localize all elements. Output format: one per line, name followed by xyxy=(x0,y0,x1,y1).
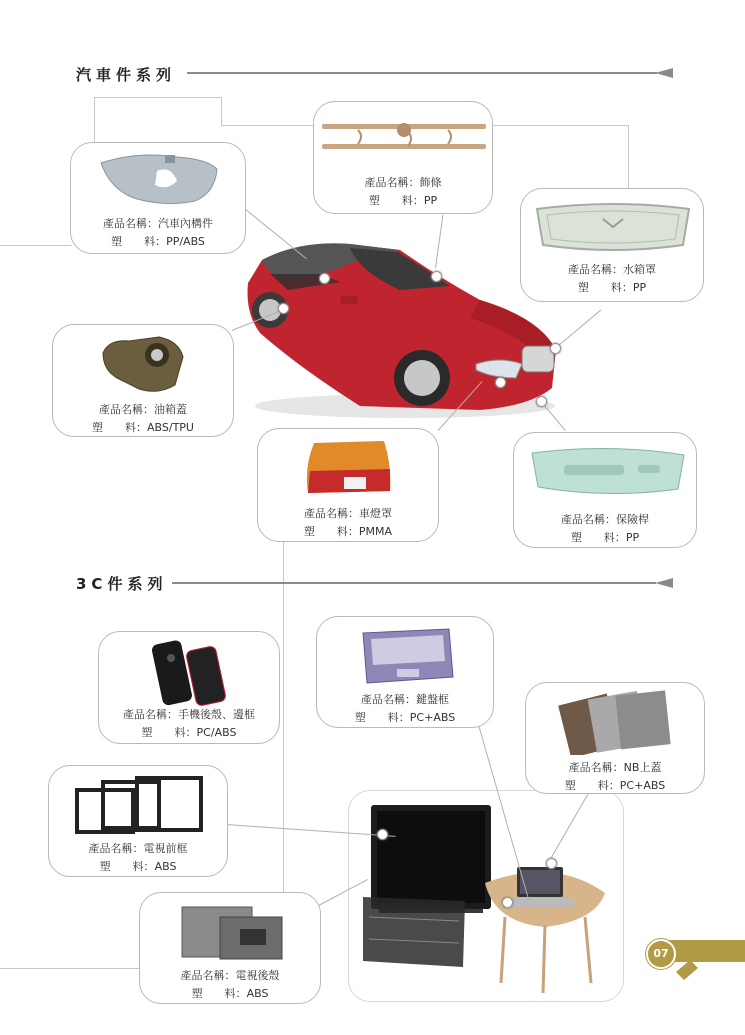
product-card-lamp-cover xyxy=(257,428,439,542)
product-caption xyxy=(317,691,493,727)
product-caption xyxy=(526,759,704,795)
product-card-auto-interior xyxy=(70,142,246,254)
section-title-auto: 汽車件系列 xyxy=(76,66,177,84)
product-caption xyxy=(258,505,438,541)
product-caption xyxy=(49,840,227,876)
product-material: PC+ABS xyxy=(619,779,666,792)
product-material: ABS xyxy=(246,987,269,1000)
section-arrow-auto xyxy=(655,68,673,78)
material-label: 塑 料： xyxy=(368,194,424,207)
tv-back-cover-image xyxy=(180,903,284,961)
section-rule-3c xyxy=(172,582,656,584)
product-material: PP xyxy=(632,281,647,294)
name-label: 產品名稱： xyxy=(361,693,416,706)
section-arrow-3c xyxy=(655,578,673,588)
product-material: PP xyxy=(423,194,438,207)
connector-dot xyxy=(431,271,442,282)
page-number: 07 xyxy=(646,939,676,969)
frame-line xyxy=(283,494,284,914)
product-material: ABS/TPU xyxy=(147,421,194,434)
frame-line xyxy=(0,968,140,969)
product-material: PC/ABS xyxy=(196,726,237,739)
product-card-trim xyxy=(313,101,493,214)
grille-image xyxy=(533,201,693,253)
connector-dot xyxy=(550,343,561,354)
product-name: 汽車內構件 xyxy=(158,217,213,230)
product-name: 水箱罩 xyxy=(623,263,656,276)
material-label: 塑 料： xyxy=(99,860,155,873)
product-name: NB上蓋 xyxy=(623,761,662,774)
connector-dot xyxy=(495,377,506,388)
tv-scene-frame xyxy=(348,790,624,1002)
name-label: 產品名稱： xyxy=(180,969,236,982)
name-label: 產品名稱： xyxy=(561,513,616,526)
product-name: 飾條 xyxy=(419,176,442,189)
product-name: 油箱蓋 xyxy=(154,403,187,416)
product-caption xyxy=(53,401,233,437)
name-label: 產品名稱： xyxy=(304,507,359,520)
product-material: PP/ABS xyxy=(166,235,205,248)
material-label: 塑 料： xyxy=(570,531,626,544)
tv-front-frame-image xyxy=(73,774,205,836)
product-card-phone-case xyxy=(98,631,280,744)
product-caption xyxy=(99,706,279,742)
tv-and-laptop-scene xyxy=(355,797,619,997)
keyboard-frame-image xyxy=(357,627,455,685)
product-material: PMMA xyxy=(358,525,393,538)
connector-dot xyxy=(377,829,388,840)
frame-line xyxy=(221,97,222,125)
connector-dot xyxy=(502,897,513,908)
product-card-tv-front-frame xyxy=(48,765,228,877)
fuel-cap-image xyxy=(99,333,189,397)
frame-line xyxy=(94,97,222,98)
frame-line xyxy=(94,97,95,143)
product-name: 車燈罩 xyxy=(359,507,392,520)
product-card-fuel-cap xyxy=(52,324,234,437)
name-label: 產品名稱： xyxy=(88,842,144,855)
product-caption xyxy=(314,174,492,210)
product-card-grille xyxy=(520,188,704,302)
frame-line xyxy=(628,125,629,188)
material-label: 塑 料： xyxy=(191,987,247,1000)
product-name: 電視前框 xyxy=(143,842,188,855)
product-name: 鍵盤框 xyxy=(416,693,449,706)
trim-image xyxy=(318,118,490,158)
connector-dot xyxy=(546,858,557,869)
material-label: 塑 料： xyxy=(564,779,620,792)
material-label: 塑 料： xyxy=(92,421,147,434)
product-material: PP xyxy=(625,531,640,544)
nb-cover-image xyxy=(558,689,674,755)
product-name: 電視後殼 xyxy=(235,969,280,982)
product-caption xyxy=(71,215,245,251)
connector-dot xyxy=(319,273,330,284)
material-label: 塑 料： xyxy=(111,235,167,248)
phone-case-image xyxy=(151,638,231,708)
product-caption xyxy=(140,967,320,1003)
car-illustration xyxy=(240,238,565,423)
product-material: PC+ABS xyxy=(409,711,456,724)
product-card-bumper xyxy=(513,432,697,548)
section-title-3c: 3C件系列 xyxy=(76,575,168,593)
product-name: 保險桿 xyxy=(616,513,649,526)
material-label: 塑 料： xyxy=(577,281,633,294)
name-label: 產品名稱： xyxy=(103,217,158,230)
connector-dot xyxy=(278,303,289,314)
interior-part-image xyxy=(97,151,221,207)
product-card-tv-back-cover xyxy=(139,892,321,1004)
material-label: 塑 料： xyxy=(303,525,359,538)
name-label: 產品名稱： xyxy=(568,263,623,276)
section-rule-auto xyxy=(187,72,657,74)
product-card-keyboard-frame xyxy=(316,616,494,728)
bumper-image xyxy=(528,443,688,499)
product-caption xyxy=(514,511,696,547)
material-label: 塑 料： xyxy=(354,711,410,724)
lamp-cover-image xyxy=(304,437,394,497)
connector-dot xyxy=(536,396,547,407)
name-label: 產品名稱： xyxy=(99,403,154,416)
frame-line xyxy=(0,245,72,246)
name-label: 產品名稱： xyxy=(123,708,178,721)
product-caption xyxy=(521,261,703,297)
product-card-nb-cover xyxy=(525,682,705,794)
product-name: 手機後殼、邊框 xyxy=(178,708,255,721)
name-label: 產品名稱： xyxy=(568,761,624,774)
name-label: 產品名稱： xyxy=(364,176,420,189)
material-label: 塑 料： xyxy=(141,726,197,739)
product-material: ABS xyxy=(154,860,177,873)
